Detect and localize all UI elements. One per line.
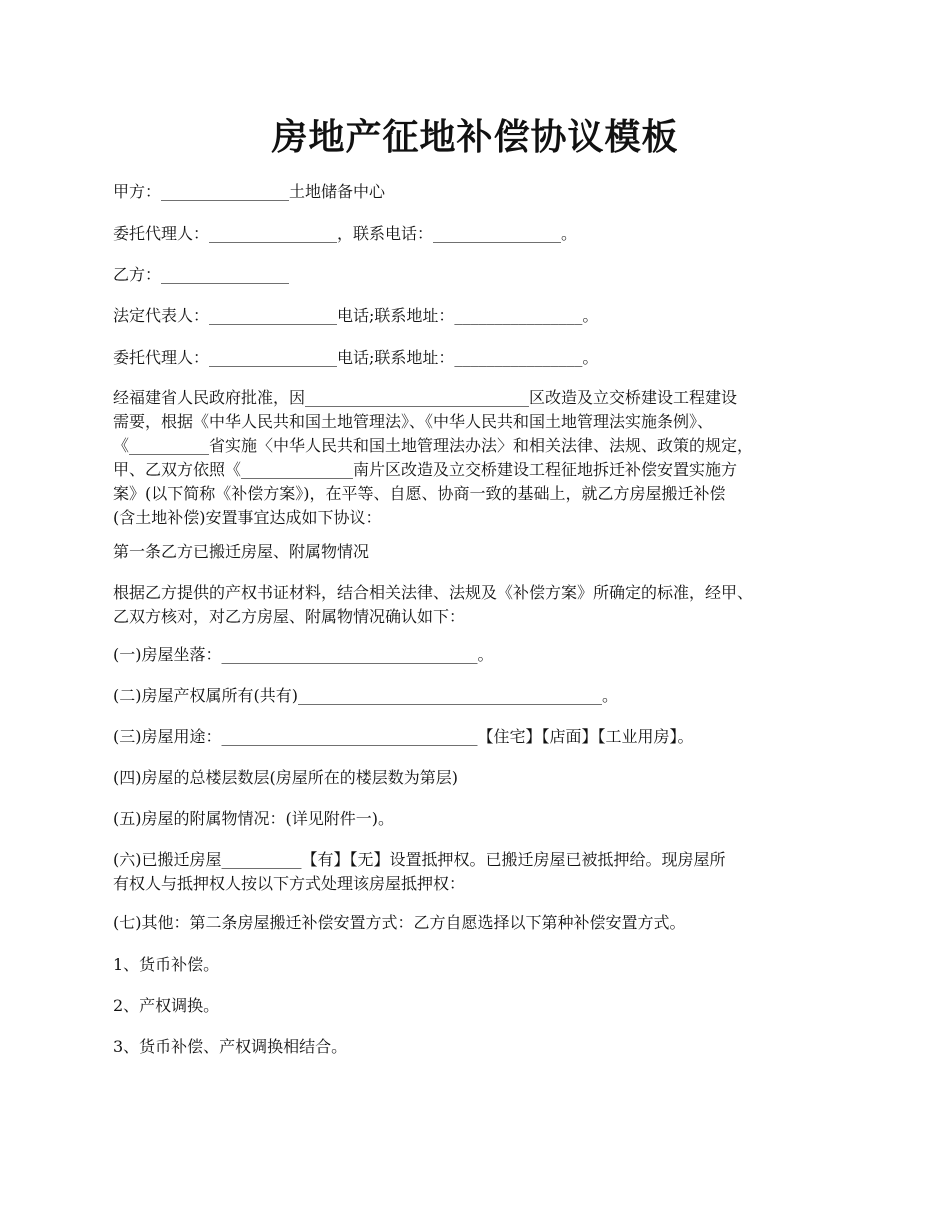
intro-paragraph <box>113 386 853 530</box>
document-title: 房地产征地补偿协议模板 <box>271 116 679 158</box>
legal-rep-line: 法定代表人：________________电话;联系地址：________________。 <box>113 306 599 325</box>
option-exchange: 2、产权调换。 <box>113 996 220 1015</box>
intro-line: 需要，根据《中华人民共和国土地管理法》、《中华人民共和国土地管理法实施条例》、 <box>113 412 714 431</box>
article1-paragraph <box>113 581 853 629</box>
article1-line: 乙双方核对，对乙方房屋、附属物情况确认如下： <box>113 607 466 626</box>
party-b-line: 乙方：________________ <box>113 265 290 284</box>
intro-line: 案》(以下简称《补偿方案》)，在平等、自愿、协商一致的基础上，就乙方房屋搬迁补偿 <box>113 484 726 503</box>
party-a-line: 甲方：________________土地储备中心 <box>113 182 386 201</box>
article1-line: 根据乙方提供的产权书证材料，结合相关法律、法规及《补偿方案》所确定的标准，经甲、 <box>113 583 754 602</box>
intro-line: 经福建省人民政府批准，因____________________________区改造及立交桥建设工程建设 <box>113 388 738 407</box>
intro-line: 《__________省实施〈中华人民共和国土地管理法办法〉和相关法律、法规、政策的规定， <box>113 436 754 455</box>
agent-b-line: 委托代理人：________________电话;联系地址：________________。 <box>113 348 599 367</box>
item-usage: (三)房屋用途：________________________________【住宅】【店面】【工业用房】。 <box>113 727 694 746</box>
intro-line: (含土地补偿)安置事宜达成如下协议： <box>113 508 382 527</box>
item-ownership: (二)房屋产权属所有(共有)______________________________________。 <box>113 686 618 705</box>
item-location: (一)房屋坐落：________________________________。 <box>113 645 494 664</box>
item-mortgage-paragraph <box>113 848 853 896</box>
item-floors: (四)房屋的总楼层数层(房屋所在的楼层数为第层) <box>113 768 458 787</box>
option-cash: 1、货币补偿。 <box>113 955 220 974</box>
option-combined: 3、货币补偿、产权调换相结合。 <box>113 1037 348 1056</box>
item-attachments: (五)房屋的附属物情况：(详见附件一)。 <box>113 809 394 828</box>
intro-line: 甲、乙双方依照《______________南片区改造及立交桥建设工程征地拆迁补偿安置实施方 <box>113 460 738 479</box>
item-mortgage-line: (六)已搬迁房屋__________【有】【无】设置抵押权。已搬迁房屋已被抵押给。现房屋所 <box>113 850 726 869</box>
item-other: (七)其他：第二条房屋搬迁补偿安置方式：乙方自愿选择以下第种补偿安置方式。 <box>113 913 686 932</box>
article1-heading: 第一条乙方已搬迁房屋、附属物情况 <box>113 542 370 561</box>
item-mortgage-line: 有权人与抵押权人按以下方式处理该房屋抵押权： <box>113 874 466 893</box>
agent-a-line: 委托代理人：________________，联系电话：________________。 <box>113 224 578 243</box>
